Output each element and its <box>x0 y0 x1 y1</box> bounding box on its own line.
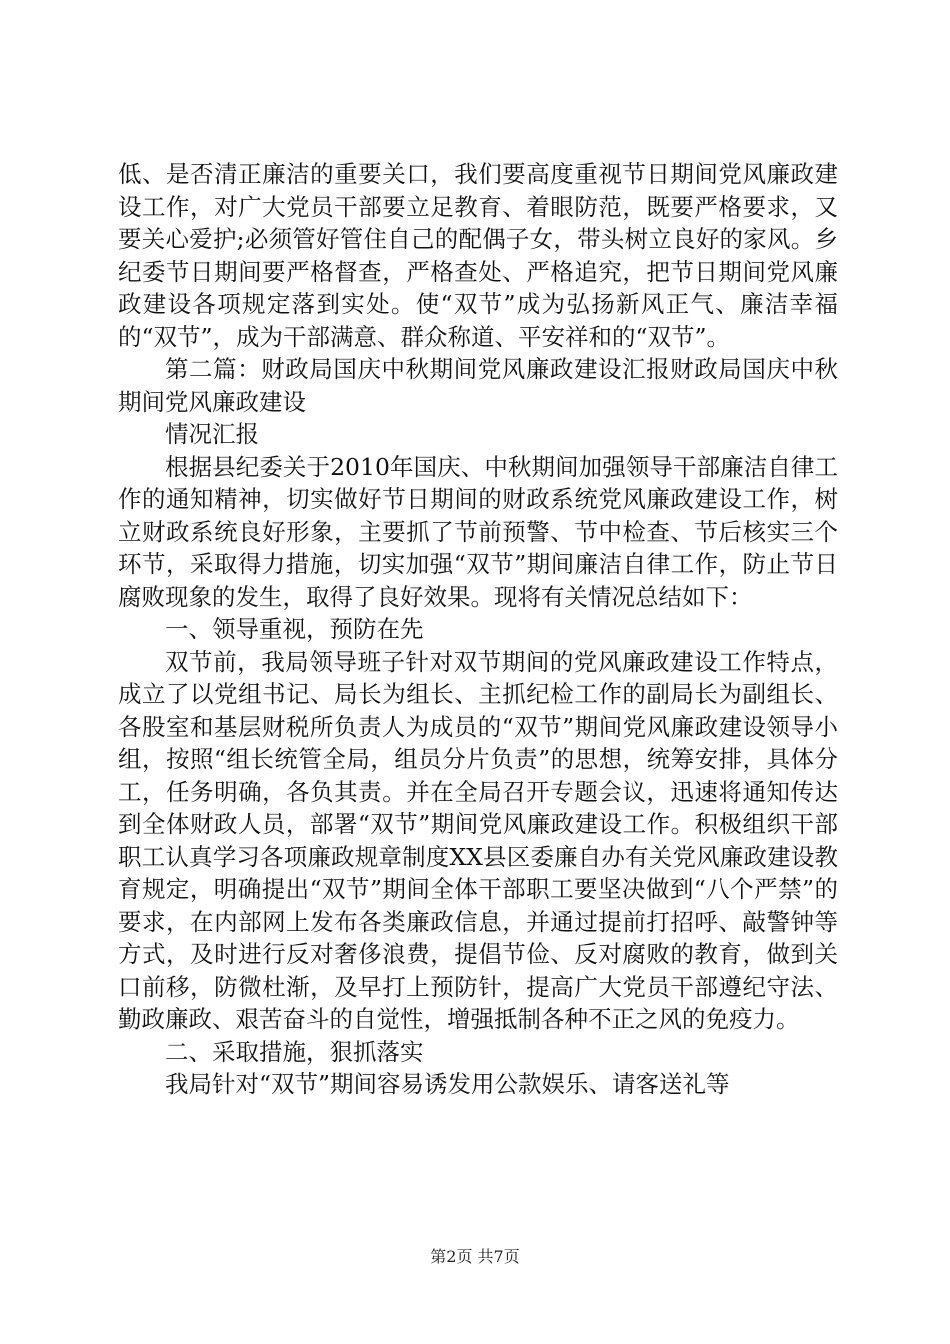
paragraph-5: 双节前，我局领导班子针对双节期间的党风廉政建设工作特点，成立了以党组书记、局长为组长、主抓纪检工作的副局长为副组长、各股室和基层财税所负责人为成员的“双节”期间党风廉政建设领导小组，按照“组长统管全局，组员分片负责”的思想，统筹安排，具体分工，任务明确，各负其责。并在全局召开专题会议，迅速将通知传达到全体财政人员，部署“双节”期间党风廉政建设工作。积极组织干部职工认真学习各项廉政规章制度XX县区委廉自办有关党风廉政建设教育规定，明确提出“双节”期间全体干部职工要坚决做到“八个严禁”的要求，在内部网上发布各类廉政信息，并通过提前打招呼、敲警钟等方式，及时进行反对奢侈浪费，提倡节俭、反对腐败的教育，做到关口前移，防微杜渐，及早打上预防针，提高广大党员干部遵纪守法、勤政廉政、艰苦奋斗的自觉性，增强抵制各种不正之风的免疫力。 <box>118 647 838 1033</box>
paragraph-4: 根据县纪委关于2010年国庆、中秋期间加强领导干部廉洁自律工作的通知精神，切实做好节日期间的财政系统党风廉政建设工作，树立财政系统良好形象，主要抓了节前预警、节中检查、节后核实三个环节，采取得力措施，切实加强“双节”期间廉洁自律工作，防止节日腐败现象的发生，取得了良好效果。现将有关情况总结如下： <box>118 452 838 611</box>
section-heading-2: 二、采取措施，狠抓落实 <box>165 1037 424 1066</box>
section-heading-1: 一、领导重视，预防在先 <box>165 615 424 643</box>
paragraph-6: 我局针对“双节”期间容易诱发用公款娱乐、请客送礼等 <box>165 1070 730 1098</box>
page-number-footer: 第2页 共7页 <box>430 1247 520 1266</box>
paragraph-3: 情况汇报 <box>165 420 259 448</box>
document-body <box>118 158 838 1101</box>
paragraph-1: 低、是否清正廉洁的重要关口，我们要高度重视节日期间党风廉政建设工作，对广大党员干部要立足教育、着眼防范，既要严格要求，又要关心爱护;必须管好管住自己的配偶子女，带头树立良好的家风。乡纪委节日期间要严格督查，严格查处、严格追究，把节日期间党风廉政建设各项规定落到实处。使“双节”成为弘扬新风正气、廉洁幸福的“双节”，成为干部满意、群众称道、平安祥和的“双节”。 <box>118 160 838 351</box>
paragraph-2: 第二篇：财政局国庆中秋期间党风廉政建设汇报财政局国庆中秋期间党风廉政建设 <box>118 355 838 416</box>
